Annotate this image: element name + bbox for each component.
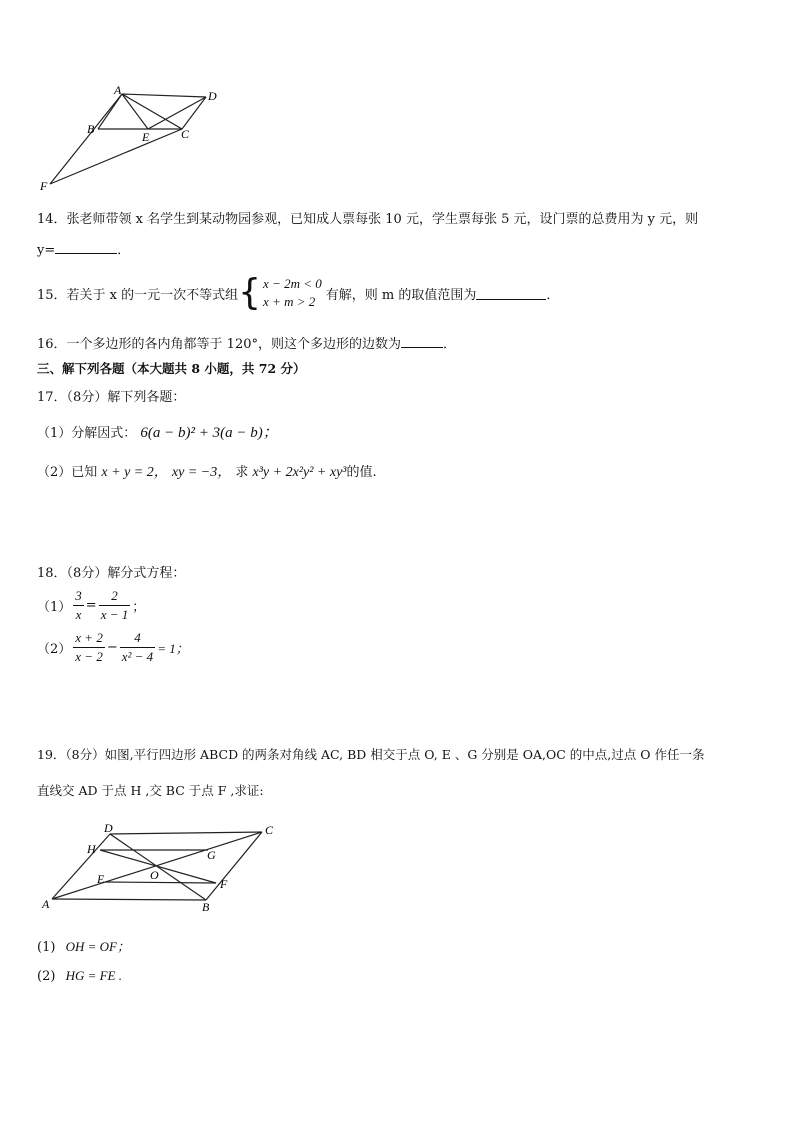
label-f: F (40, 179, 48, 193)
brace-symbol: { (238, 272, 262, 313)
label-b: B (202, 900, 210, 914)
denominator: x (75, 607, 82, 622)
segment-ab (52, 899, 206, 900)
part-2-expression: x³y + 2x²y² + xy³ (252, 465, 347, 480)
segment-dc (110, 832, 262, 834)
question-14-end: ． (117, 243, 131, 258)
label-h: H (87, 842, 96, 856)
equals-sign: = (85, 598, 97, 613)
part-1-expression: 6(a − b)² + 3(a − b)； (140, 425, 278, 441)
inequality-1: x − 2m < 0 (263, 276, 322, 291)
answer-blank-16[interactable] (401, 335, 443, 348)
denominator: x − 2 (75, 649, 103, 664)
answer-blank-15[interactable] (476, 287, 546, 300)
answer-blank-14[interactable] (55, 241, 117, 254)
proof-1-label: (1) (37, 940, 56, 955)
segment-de (148, 97, 206, 129)
part-2-end: 的值. (346, 465, 377, 480)
label-b: B (87, 122, 95, 136)
denominator: x − 1 (100, 607, 129, 622)
question-15-suffix: 有解，则 m 的取值范围为 (325, 287, 477, 303)
label-o: O (150, 868, 159, 882)
question-14 (37, 208, 698, 227)
segment-ae (122, 94, 148, 129)
segment-dc (182, 97, 206, 129)
question-15 (37, 270, 559, 316)
condition-sum: x + y = 2， (101, 465, 168, 480)
part-2-label: （2） (37, 642, 72, 657)
numerator: 4 (120, 629, 155, 648)
segment-fc (50, 129, 182, 184)
figure-2-parallelogram-diagram (30, 820, 290, 915)
proof-statement-2 (37, 968, 122, 984)
fraction-x-plus-2-over-x-minus-2 (73, 629, 105, 666)
question-15-prefix: 15．若关于 x 的一元一次不等式组 (37, 287, 239, 303)
numerator: x + 2 (73, 629, 105, 648)
segment-ad (122, 94, 206, 97)
question-16 (37, 333, 456, 352)
figure-1-triangle-diagram (30, 80, 230, 195)
section-3-title: 三、解下列各题（本大题共 8 小题，共 72 分） (37, 361, 306, 376)
condition-product: xy = −3， (171, 465, 232, 480)
question-14-answer-prefix: y= (37, 243, 56, 258)
denominator: x² − 4 (121, 649, 154, 664)
label-e: E (97, 872, 105, 886)
label-a: A (42, 897, 50, 911)
segment-ac (122, 94, 182, 129)
proof-statement-1 (37, 936, 130, 955)
question-17-title: 17．（8分）解下列各题： (37, 390, 186, 405)
question-18-title: 18．（8分）解分式方程： (37, 566, 186, 581)
segment-ef (105, 882, 216, 883)
label-e: E (142, 130, 150, 144)
question-16-end: ． (443, 337, 457, 352)
label-c: C (265, 823, 274, 837)
label-a: A (114, 83, 122, 97)
question-19-line-2: 直线交 AD 于点 H ,交 BC 于点 F ,求证: (37, 783, 264, 798)
question-18-part-2 (37, 629, 189, 666)
segment-fa (50, 94, 122, 184)
part-1-label: （1） (37, 600, 72, 615)
proof-1-text: OH = OF； (65, 939, 130, 954)
fraction-2-over-x-minus-1 (99, 587, 131, 624)
part-1-end: ； (132, 600, 146, 615)
part-2-mid: 求 (235, 465, 249, 480)
part-2-end: = 1； (157, 641, 189, 656)
segment-cb (206, 832, 262, 900)
numerator: 2 (99, 587, 131, 606)
label-d: D (104, 821, 113, 835)
question-14-answer-line (37, 239, 130, 258)
question-16-text: 16．一个多边形的各内角都等于 120°，则这个多边形的边数为 (37, 337, 401, 352)
question-18-part-1 (37, 587, 145, 624)
label-d: D (208, 89, 217, 103)
diagonal-ac (52, 832, 262, 899)
question-19-line-1: 19．（8分）如图,平行四边形 ABCD 的两条对角线 AC, BD 相交于点 O, E 、G 分别是 OA,OC 的中点,过点 O 作任一条 (37, 747, 705, 762)
inequality-system (263, 275, 322, 311)
fraction-3-over-x (73, 587, 84, 624)
fraction-4-over-x-squared-minus-4 (120, 629, 155, 666)
question-15-end: ． (546, 287, 560, 303)
question-17-part-2 (37, 461, 377, 481)
label-c: C (181, 127, 190, 141)
minus-sign: − (106, 640, 118, 655)
label-g: G (207, 848, 216, 862)
proof-2-label: (2) (37, 969, 56, 984)
label-f: F (220, 877, 228, 891)
part-2-label: （2）已知 (37, 465, 98, 480)
proof-2-text: HG = FE . (65, 968, 122, 983)
question-17-part-1 (37, 421, 278, 442)
question-14-text: 14．张老师带领 x 名学生到某动物园参观，已知成人票每张 10 元，学生票每张 5 元，设门票的总费用为 y 元，则 (37, 212, 699, 227)
numerator: 3 (73, 587, 84, 606)
inequality-2: x + m > 2 (263, 294, 316, 309)
part-1-label: （1）分解因式： (37, 426, 137, 441)
